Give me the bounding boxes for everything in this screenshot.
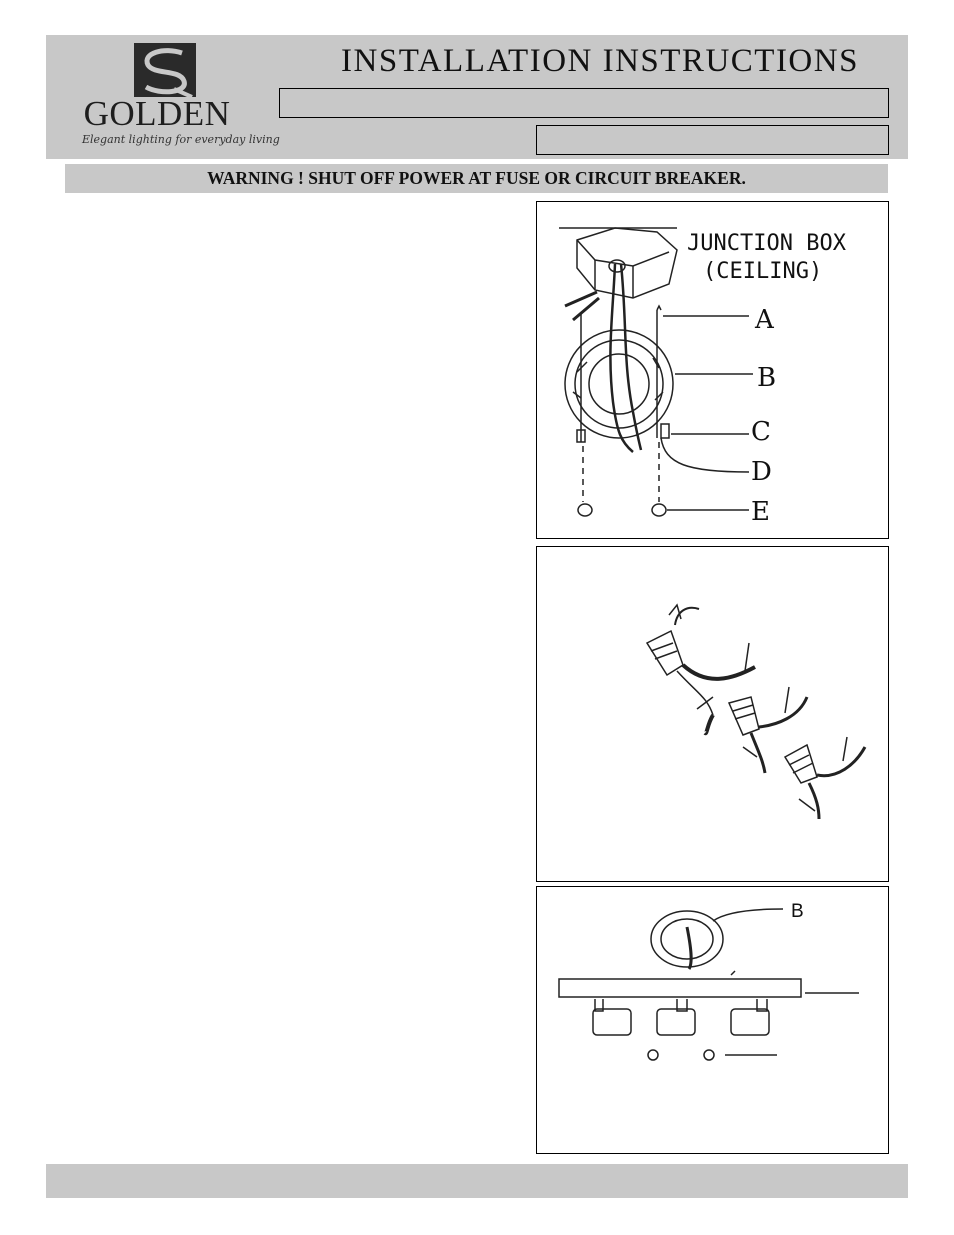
header-band <box>46 35 908 159</box>
wire-nut-illustration <box>537 547 888 881</box>
label-d: D <box>751 457 772 487</box>
label-e: E <box>751 497 770 527</box>
label-b: B <box>757 363 777 393</box>
diagram-junction-box <box>536 201 889 539</box>
junction-box-label: JUNCTION BOX <box>687 231 846 256</box>
label-a: A <box>755 305 774 335</box>
diagram-wire-connections <box>536 546 889 882</box>
golden-s-logo-icon <box>134 43 196 97</box>
label-c: C <box>751 417 771 447</box>
footer-band <box>46 1164 908 1198</box>
ceiling-label: (CEILING) <box>703 259 823 284</box>
canopy-illustration <box>537 887 888 1153</box>
label-b-canopy: B <box>791 901 804 922</box>
item-field-box <box>536 125 889 155</box>
brand-tagline: Elegant lighting for everyday living <box>82 133 280 146</box>
warning-banner: WARNING ! SHUT OFF POWER AT FUSE OR CIRCUIT BREAKER. <box>65 164 888 193</box>
junction-box-illustration <box>537 202 888 538</box>
model-field-box <box>279 88 889 118</box>
golden-logo <box>82 41 280 153</box>
brand-name: GOLDEN <box>83 94 231 133</box>
page-title: INSTALLATION INSTRUCTIONS <box>341 43 859 79</box>
diagram-canopy-mounting <box>536 886 889 1154</box>
